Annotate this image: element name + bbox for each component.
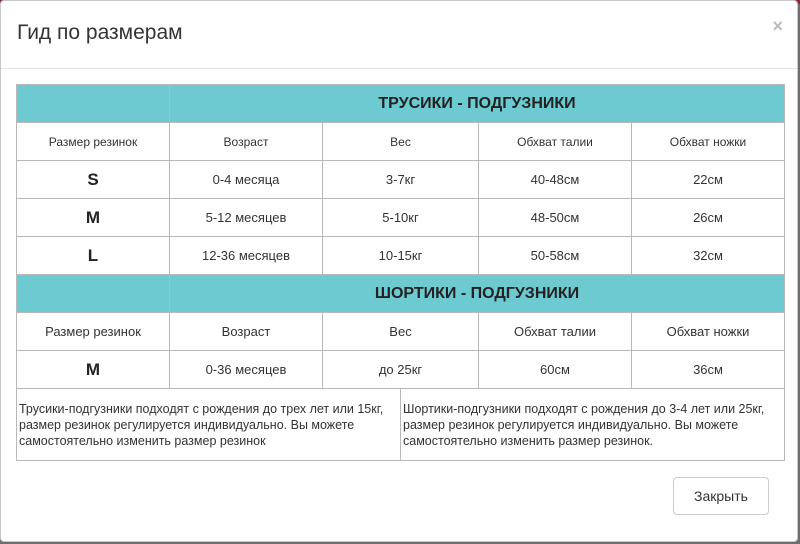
age-cell: 5-12 месяцев	[170, 199, 323, 237]
modal-title: Гид по размерам	[17, 21, 183, 44]
shorts-note: Шортики-подгузники подходят с рождения до 3-4 лет или 25кг, размер резинок регулируется индивидуально. Вы можете самостоятельно изменить размер резинок.	[401, 389, 785, 461]
shorts-title-row	[17, 275, 785, 313]
panties-note: Трусики-подгузники подходят с рождения до трех лет или 15кг, размер резинок регулируется индивидуально. Вы можете самостоятельно изменить размер резинок	[17, 389, 401, 461]
col-header-leg: Обхват ножки	[632, 123, 785, 161]
panties-title-row	[17, 85, 785, 123]
size-cell: L	[17, 237, 170, 275]
empty-header-cell	[17, 85, 170, 123]
leg-cell: 32см	[632, 237, 785, 275]
age-cell: 0-36 месяцев	[170, 351, 323, 389]
size-cell: S	[17, 161, 170, 199]
panties-header-row	[17, 123, 785, 161]
modal-header	[1, 1, 797, 69]
size-cell: M	[17, 351, 170, 389]
weight-cell: до 25кг	[323, 351, 479, 389]
col-header-age: Возраст	[170, 313, 323, 351]
empty-header-cell	[17, 275, 170, 313]
table-row	[17, 237, 785, 275]
weight-cell: 5-10кг	[323, 199, 479, 237]
notes-table	[16, 388, 785, 461]
col-header-waist: Обхват талии	[479, 313, 632, 351]
leg-cell: 26см	[632, 199, 785, 237]
weight-cell: 3-7кг	[323, 161, 479, 199]
leg-cell: 36см	[632, 351, 785, 389]
panties-section-title: ТРУСИКИ - ПОДГУЗНИКИ	[170, 85, 785, 123]
close-icon[interactable]: ×	[772, 16, 783, 36]
table-row	[17, 199, 785, 237]
col-header-size: Размер резинок	[17, 313, 170, 351]
col-header-age: Возраст	[170, 123, 323, 161]
table-row	[17, 351, 785, 389]
weight-cell: 10-15кг	[323, 237, 479, 275]
waist-cell: 50-58см	[479, 237, 632, 275]
age-cell: 12-36 месяцев	[170, 237, 323, 275]
age-cell: 0-4 месяца	[170, 161, 323, 199]
col-header-weight: Вес	[323, 313, 479, 351]
shorts-header-row	[17, 313, 785, 351]
col-header-weight: Вес	[323, 123, 479, 161]
shorts-section-title: ШОРТИКИ - ПОДГУЗНИКИ	[170, 275, 785, 313]
col-header-size: Размер резинок	[17, 123, 170, 161]
size-table	[16, 84, 785, 389]
col-header-waist: Обхват талии	[479, 123, 632, 161]
waist-cell: 60см	[479, 351, 632, 389]
table-row	[17, 161, 785, 199]
size-cell: M	[17, 199, 170, 237]
close-button[interactable]: Закрыть	[673, 477, 769, 515]
leg-cell: 22см	[632, 161, 785, 199]
waist-cell: 48-50см	[479, 199, 632, 237]
col-header-leg: Обхват ножки	[632, 313, 785, 351]
waist-cell: 40-48см	[479, 161, 632, 199]
